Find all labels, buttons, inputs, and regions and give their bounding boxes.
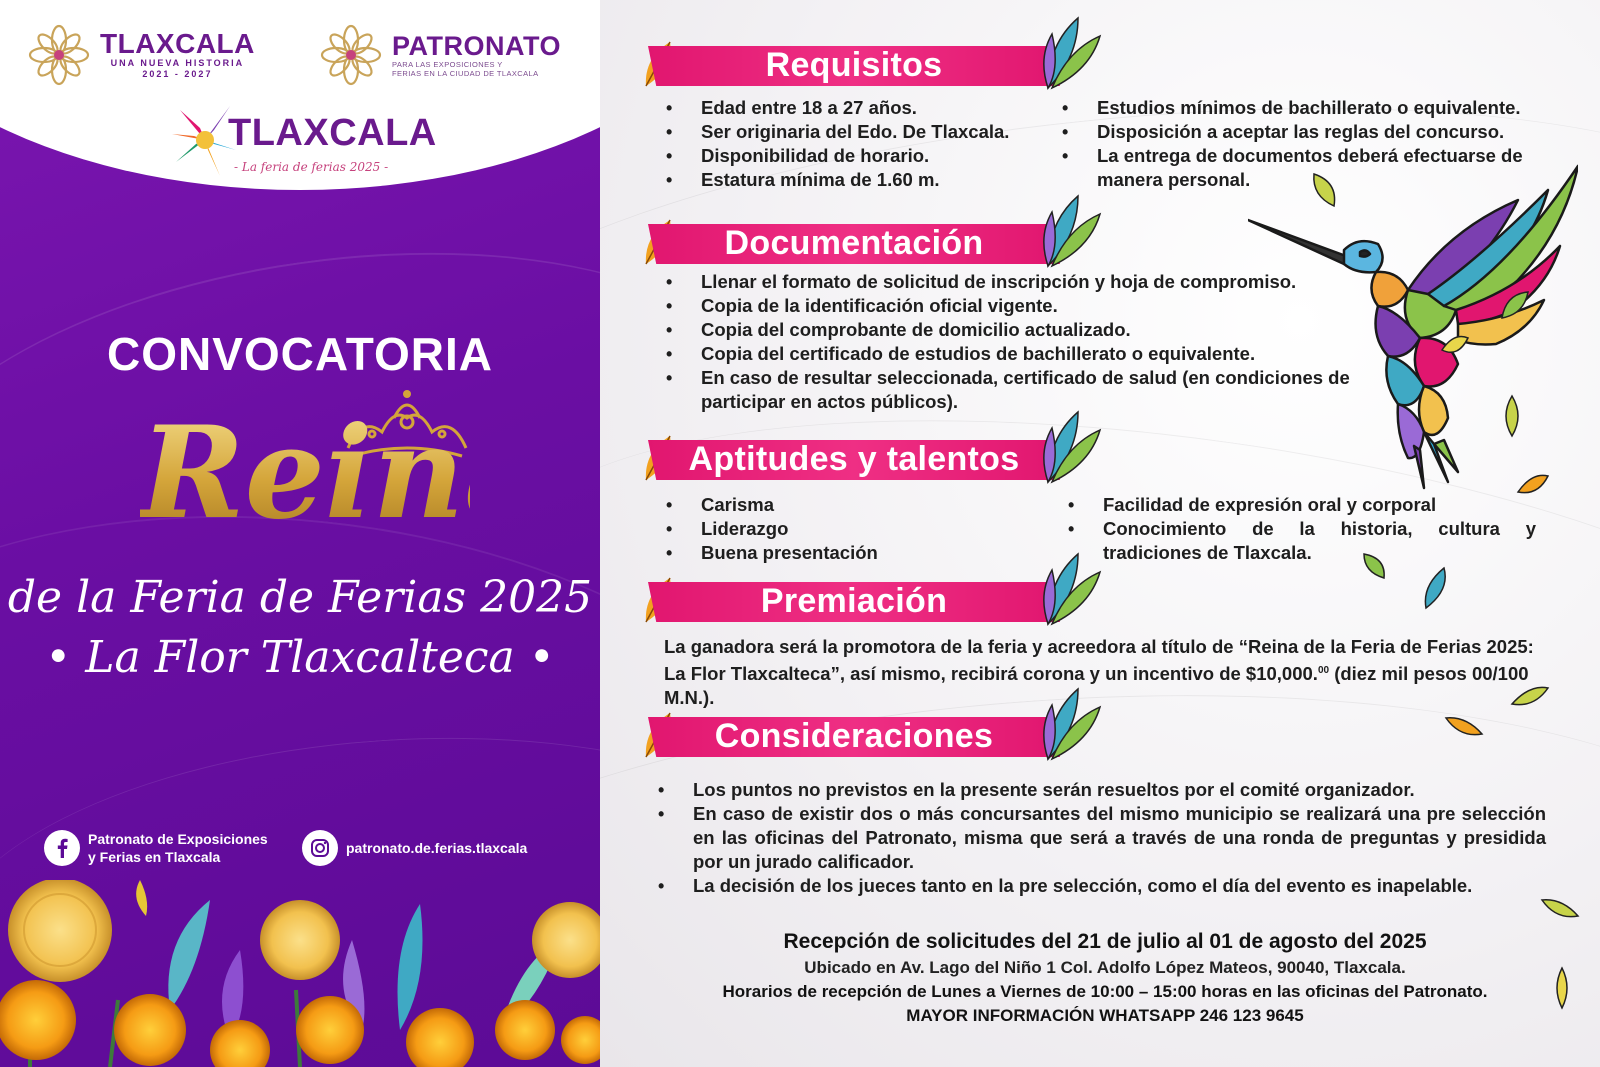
flower-logo-icon <box>318 22 384 88</box>
list-item: • Disponibilidad de horario. <box>664 144 1044 168</box>
list-item: • En caso de resultar seleccionada, certificado de salud (en condiciones de participar en actos públicos). <box>664 366 1364 414</box>
aptitudes-list-right <box>1066 493 1536 565</box>
logo-patronato-title: PATRONATO <box>392 31 561 61</box>
documentacion-list <box>664 270 1364 414</box>
list-item: • Copia del comprobante de domicilio actualizado. <box>664 318 1364 342</box>
list-item: • En caso de existir dos o más concursantes del mismo municipio se realizará una pre selección en las oficinas del Patronato, misma que será a través de una ronda de preguntas y presidida por un jurado calificador. <box>656 802 1546 874</box>
feria-logo-word: TLAXCALA <box>228 112 437 154</box>
leaf-ornament <box>1500 394 1524 438</box>
leaf-ornament <box>1500 290 1530 320</box>
section-title-documentacion: Documentación <box>724 224 984 262</box>
logo-patronato <box>318 22 561 88</box>
section-title-requisitos: Requisitos <box>765 46 943 84</box>
list-item: • Copia de la identificación oficial vigente. <box>664 294 1364 318</box>
leaf-ornament <box>1540 896 1580 920</box>
logo-tlaxcala-years: 2021 - 2027 <box>142 69 213 79</box>
list-item: • Estudios mínimos de bachillerato o equivalente. <box>1060 96 1550 120</box>
consideraciones-list <box>656 778 1546 898</box>
leaf-ornament <box>1440 330 1470 360</box>
premiacion-text-end: (diez mil pesos 00/100 M.N.). <box>664 663 1529 709</box>
facebook-icon <box>44 830 80 866</box>
social-instagram[interactable] <box>302 830 527 866</box>
footer-hours: Horarios de recepción de Lunes a Viernes de 10:00 – 15:00 horas en las oficinas del Patronato. <box>722 982 1488 1001</box>
requisitos-list-left <box>664 96 1044 192</box>
banner-documentacion <box>640 218 1102 264</box>
logo-tlaxcala <box>26 22 255 88</box>
logo-tlaxcala-line1: UNA NUEVA HISTORIA <box>110 58 245 68</box>
footer-address: Ubicado en Av. Lago del Niño 1 Col. Adolfo López Mateos, 90040, Tlaxcala. <box>804 958 1406 977</box>
logo-tlaxcala-title: TLAXCALA <box>100 28 255 59</box>
banner-aptitudes <box>640 434 1102 480</box>
list-item: • Liderazgo <box>664 517 1044 541</box>
logo-patronato-line1: PARA LAS EXPOSICIONES Y <box>392 60 503 69</box>
facebook-name-line1: Patronato de Exposiciones <box>88 831 268 847</box>
convocatoria-title: CONVOCATORIA <box>107 328 493 380</box>
list-item: • Los puntos no previstos en la presente serán resueltos por el comité organizador. <box>656 778 1546 802</box>
list-item: • La decisión de los jueces tanto en la pre selección, como el día del evento es inapelable. <box>656 874 1546 898</box>
social-facebook[interactable] <box>44 830 268 866</box>
feria-logo-tagline: - La feria de ferias 2025 - <box>234 160 389 174</box>
leaf-ornament <box>1444 714 1484 738</box>
banner-premiacion <box>640 576 1102 622</box>
premiacion-cents: 00 <box>1317 665 1330 676</box>
banner-requisitos <box>640 40 1102 86</box>
instagram-icon <box>302 830 338 866</box>
section-title-aptitudes: Aptitudes y talentos <box>688 440 1020 478</box>
feria-logo <box>170 100 440 180</box>
footer-info <box>640 928 1570 1028</box>
marigold-flowers <box>0 880 600 1067</box>
list-item: • Conocimiento de la historia, cultura y tradiciones de Tlaxcala. <box>1066 517 1536 565</box>
left-panel <box>0 0 600 1067</box>
footer-dates: Recepción de solicitudes del 21 de julio al 01 de agosto del 2025 <box>783 930 1427 953</box>
facebook-name-line2: y Ferias en Tlaxcala <box>88 849 221 865</box>
flower-logo-icon <box>26 22 92 88</box>
requisitos-list-right <box>1060 96 1550 192</box>
list-item: • Llenar el formato de solicitud de inscripción y hoja de compromiso. <box>664 270 1364 294</box>
section-title-premiacion: Premiación <box>760 582 948 620</box>
list-item: • Estatura mínima de 1.60 m. <box>664 168 1044 192</box>
list-item: • Carisma <box>664 493 1044 517</box>
subtitle-feria: de la Feria de Ferias 2025 <box>7 572 593 623</box>
reina-title: Reina <box>140 399 546 547</box>
section-title-consideraciones: Consideraciones <box>714 717 994 755</box>
premiacion-text-main: La ganadora será la promotora de la feria y acreedora al título de “Reina de la Feria de Ferias 2025: La Flor Tlaxcalteca”, así mismo, recibirá corona y un incentivo de $10,000. <box>664 636 1534 685</box>
footer-whatsapp[interactable]: MAYOR INFORMACIÓN WHATSAPP 246 123 9645 <box>906 1006 1304 1025</box>
instagram-handle: patronato.de.ferias.tlaxcala <box>346 840 528 856</box>
subtitle-flor: • La Flor Tlaxcalteca • <box>45 632 555 683</box>
leaf-ornament <box>1420 566 1450 610</box>
list-item: • Disposición a aceptar las reglas del concurso. <box>1060 120 1550 144</box>
aptitudes-list-left <box>664 493 1044 565</box>
premiacion-text <box>664 635 1544 710</box>
list-item: • Copia del certificado de estudios de bachillerato o equivalente. <box>664 342 1364 366</box>
list-item: • Facilidad de expresión oral y corporal <box>1066 493 1536 517</box>
logo-patronato-line2: FERIAS EN LA CIUDAD DE TLAXCALA <box>392 69 539 78</box>
list-item: • Buena presentación <box>664 541 1044 565</box>
list-item: • Ser originaria del Edo. De Tlaxcala. <box>664 120 1044 144</box>
list-item: • Edad entre 18 a 27 años. <box>664 96 1044 120</box>
list-item: • La entrega de documentos deberá efectuarse de manera personal. <box>1060 144 1550 192</box>
banner-consideraciones <box>640 711 1102 757</box>
